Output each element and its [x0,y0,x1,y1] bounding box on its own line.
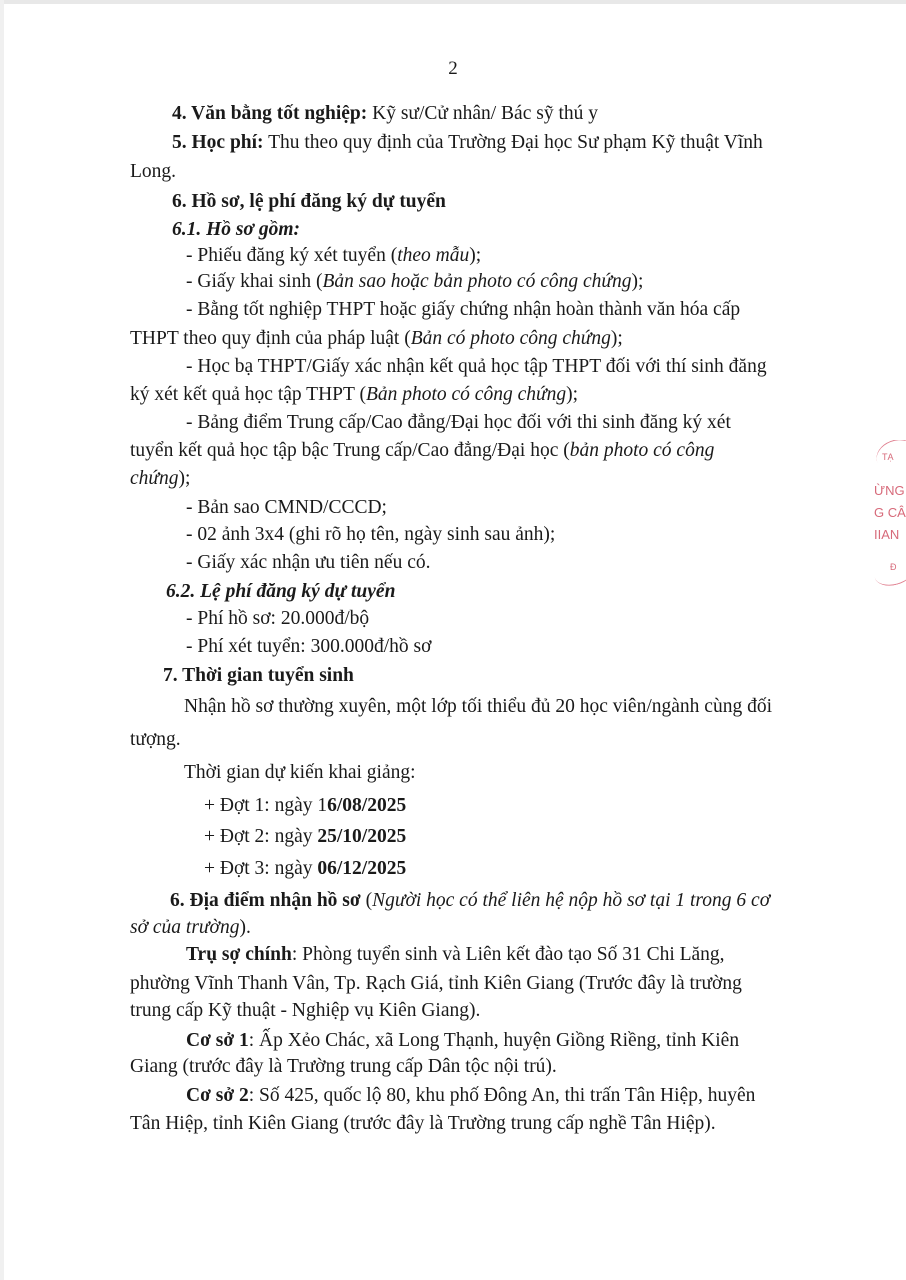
tuition-line-cont: Long. [130,161,177,182]
stamp-text-4: IIAN [874,527,900,542]
doc-item-2: - Giấy khai sinh (Bản sao hoặc bản photo có công chứng); [186,271,644,292]
enrollment-line: Nhận hồ sơ thường xuyên, một lớp tối thiểu đủ 20 học viên/ngành cùng đối [184,696,772,717]
fee-item-2: - Phí xét tuyển: 300.000đ/hồ sơ [186,636,432,657]
doc-item-3: - Bằng tốt nghiệp THPT hoặc giấy chứng nhận hoàn thành văn hóa cấp [186,299,741,320]
opening-time-label: Thời gian dự kiến khai giảng: [184,762,416,783]
location-heading: 6. Địa điểm nhận hồ sơ (Người học có thể liên hệ nộp hồ sơ tại 1 trong 6 cơ [170,890,771,911]
section-6-heading: 6. Hồ sơ, lệ phí đăng ký dự tuyển [172,191,446,212]
degree-line: 4. Văn bằng tốt nghiệp: Kỹ sư/Cử nhân/ Bác sỹ thú y [172,103,598,124]
doc-item-8: - Giấy xác nhận ưu tiên nếu có. [186,552,431,573]
stamp-text-5: Đ [890,562,897,572]
location-heading-cont: sở của trường). [130,917,251,938]
red-stamp-fragment [868,440,906,590]
main-campus-line-2: phường Vĩnh Thanh Vân, Tp. Rạch Giá, tỉnh Kiên Giang (Trước đây là trường [130,973,742,994]
stamp-text-1: TẠ [882,452,894,462]
doc-item-6: - Bản sao CMND/CCCD; [186,497,387,518]
stamp-arc-bottom [871,555,906,590]
doc-item-5: - Bảng điểm Trung cấp/Cao đẳng/Đại học đối với thi sinh đăng ký xét [186,412,731,433]
fee-item-1: - Phí hồ sơ: 20.000đ/bộ [186,608,370,629]
doc-item-1: - Phiếu đăng ký xét tuyển (theo mẫu); [186,245,482,266]
campus-1-line: Cơ sở 1: Ấp Xẻo Chác, xã Long Thạnh, huyện Giồng Riềng, tỉnh Kiên [186,1030,740,1051]
doc-item-4: - Học bạ THPT/Giấy xác nhận kết quả học tập THPT đối với thí sinh đăng [186,356,767,377]
doc-item-5-cont2: chứng); [130,468,191,489]
doc-item-7: - 02 ảnh 3x4 (ghi rõ họ tên, ngày sinh sau ảnh); [186,524,556,545]
intake-3: + Đợt 3: ngày 06/12/2025 [204,858,407,879]
stamp-text-3: G CÂ [874,505,906,520]
doc-item-4-cont: ký xét kết quả học tập THPT (Bản photo có công chứng); [130,384,579,405]
section-6-2-heading: 6.2. Lệ phí đăng ký dự tuyển [166,581,396,602]
doc-item-3-cont: THPT theo quy định của pháp luật (Bản có photo công chứng); [130,328,623,349]
scan-side-edge [0,0,4,1280]
stamp-text-2: ỪNG [874,483,905,498]
intake-2: + Đợt 2: ngày 25/10/2025 [204,826,407,847]
main-campus-line: Trụ sợ chính: Phòng tuyển sinh và Liên kết đào tạo Số 31 Chi Lăng, [186,944,725,965]
main-campus-line-3: trung cấp Kỹ thuật - Nghiệp vụ Kiên Giang). [130,1000,481,1021]
campus-2-line: Cơ sở 2: Số 425, quốc lộ 80, khu phố Đông An, thi trấn Tân Hiệp, huyên [186,1085,756,1106]
page-number: 2 [448,58,458,79]
intake-1: + Đợt 1: ngày 16/08/2025 [204,795,407,816]
campus-2-line-2: Tân Hiệp, tỉnh Kiên Giang (trước đây là Trường trung cấp nghề Tân Hiệp). [130,1113,716,1134]
doc-item-5-cont: tuyển kết quả học tập bậc Trung cấp/Cao đẳng/Đại học (bản photo có công [130,440,715,461]
scan-edge [0,0,906,4]
enrollment-line-cont: tượng. [130,729,181,750]
campus-1-line-2: Giang (trước đây là Trường trung cấp Dân tộc nội trú). [130,1056,557,1077]
tuition-line: 5. Học phí: Thu theo quy định của Trường Đại học Sư phạm Kỹ thuật Vĩnh [172,132,763,153]
section-7-heading: 7. Thời gian tuyển sinh [163,665,354,686]
section-6-1-heading: 6.1. Hồ sơ gồm: [172,219,301,240]
